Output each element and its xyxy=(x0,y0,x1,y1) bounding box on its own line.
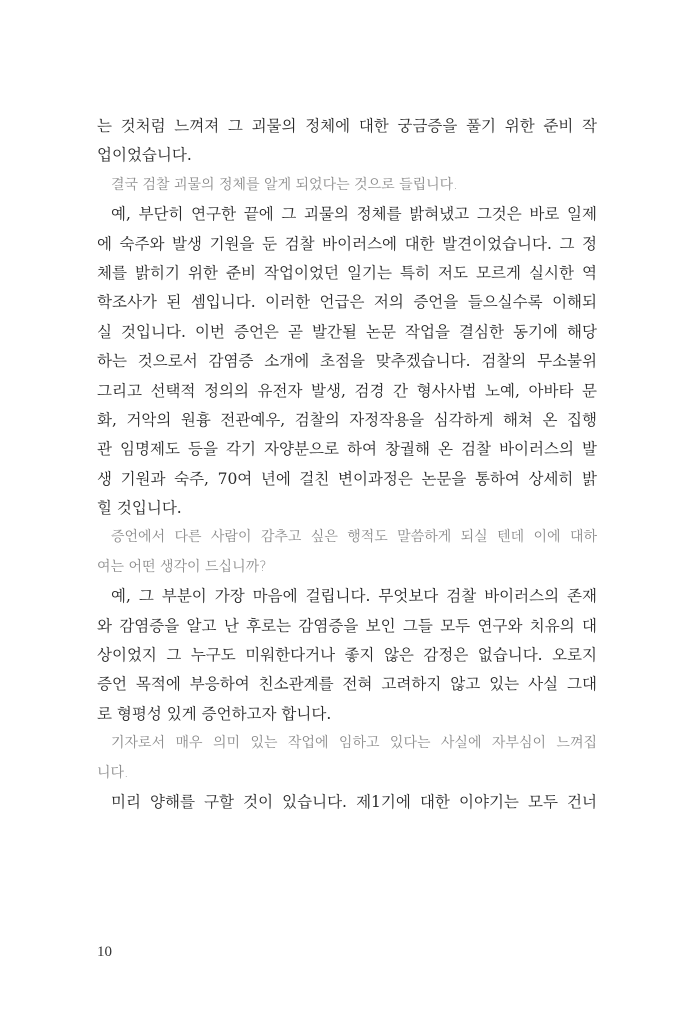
answer-line: 로 형평성 있게 증언하고자 합니다. xyxy=(97,704,332,723)
answer-line: 실 것입니다. 이번 증언은 곧 발간될 논문 작업을 결심한 동기에 해당 xyxy=(97,322,597,341)
body-text xyxy=(97,112,597,817)
answer-line: 하는 것으로서 감염증 소개에 초점을 맞추겠습니다. 검찰의 무소불위 xyxy=(97,352,597,371)
question-line: 증언에서 다른 사람이 감추고 싶은 행적도 말씀하게 되실 텐데 이에 대하 xyxy=(111,529,597,546)
answer-line: 에 숙주와 발생 기원을 둔 검찰 바이러스에 대한 발견이었습니다. 그 정 xyxy=(97,234,597,253)
question-line: 결국 검찰 괴물의 정체를 알게 되었다는 것으로 들립니다. xyxy=(111,176,458,193)
answer-line: 학조사가 된 셈입니다. 이러한 언급은 저의 증언을 들으실수록 이해되 xyxy=(97,293,597,312)
answer-line: 힐 것입니다. xyxy=(97,499,182,518)
answer-line: 업이었습니다. xyxy=(97,146,192,165)
answer-line: 예, 부단히 연구한 끝에 그 괴물의 정체를 밝혀냈고 그것은 바로 일제 xyxy=(111,205,597,224)
question-line: 니다. xyxy=(97,764,129,781)
answer-line: 예, 그 부분이 가장 마음에 걸립니다. 무엇보다 검찰 바이러스의 존재 xyxy=(111,587,597,606)
answer-line: 생 기원과 숙주, 70여 년에 걸친 변이과정은 논문을 통하여 상세히 밝 xyxy=(97,469,597,488)
answer-line: 증언 목적에 부응하여 친소관계를 전혀 고려하지 않고 있는 사실 그대 xyxy=(97,675,597,694)
question-line: 기자로서 매우 의미 있는 작업에 임하고 있다는 사실에 자부심이 느껴집 xyxy=(111,735,597,752)
question-line: 여는 어떤 생각이 드십니까? xyxy=(97,558,267,575)
answer-line: 상이었지 그 누구도 미워한다거나 좋지 않은 감정은 없습니다. 오로지 xyxy=(97,646,597,665)
answer-line: 는 것처럼 느껴져 그 괴물의 정체에 대한 궁금증을 풀기 위한 준비 작 xyxy=(97,117,597,135)
page-number: 10 xyxy=(97,944,112,960)
answer-line: 관 임명제도 등을 각기 자양분으로 하여 창궐해 온 검찰 바이러스의 발 xyxy=(97,440,597,459)
answer-line: 화, 거악의 원흉 전관예우, 검찰의 자정작용을 심각하게 해쳐 온 집행 xyxy=(97,410,597,429)
answer-line: 미리 양해를 구할 것이 있습니다. 제1기에 대한 이야기는 모두 건너 xyxy=(111,792,597,811)
answer-line: 체를 밝히기 위한 준비 작업이었던 일기는 특히 저도 모르게 실시한 역 xyxy=(97,263,597,282)
answer-line: 와 감염증을 알고 난 후로는 감염증을 보인 그들 모두 연구와 치유의 대 xyxy=(97,616,597,635)
answer-line: 그리고 선택적 정의의 유전자 발생, 검경 간 형사사법 노예, 아바타 문 xyxy=(97,381,597,400)
